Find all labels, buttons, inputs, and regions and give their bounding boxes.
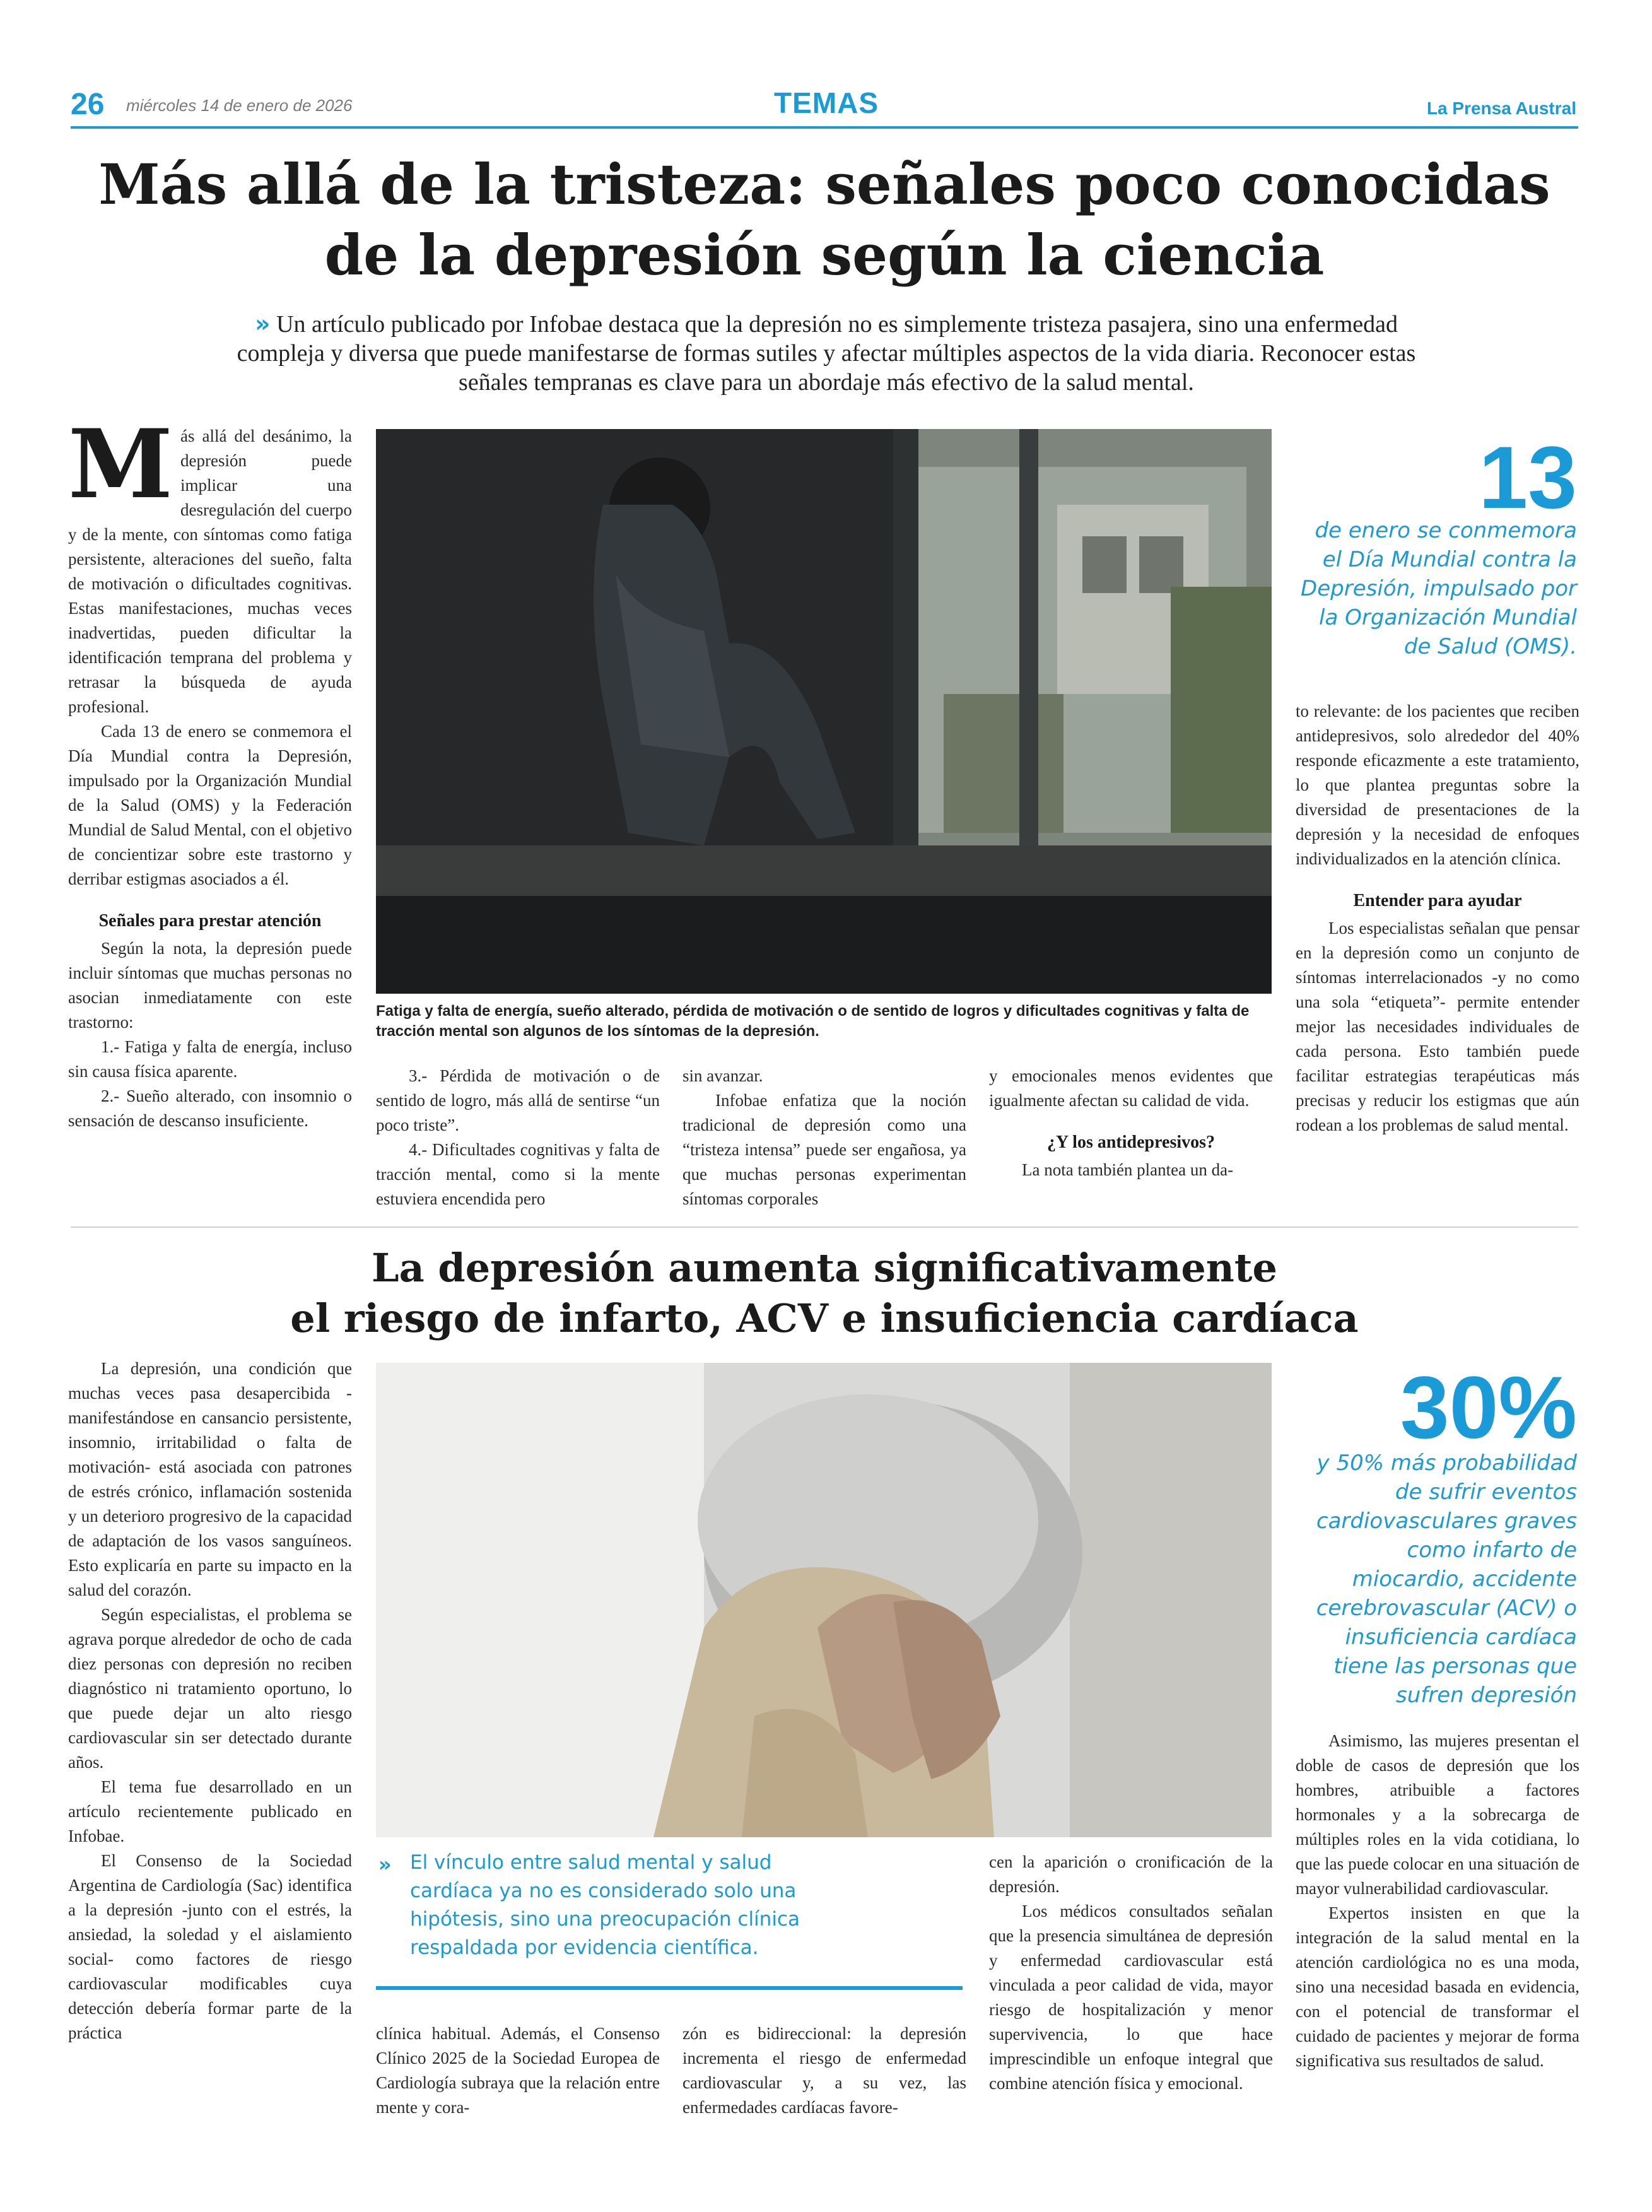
article2-headline-line2: el riesgo de infarto, ACV e insuficiencia cardíaca: [290, 1295, 1359, 1341]
article2-column-2: [376, 2021, 660, 2120]
stat-30: 30%: [1400, 1358, 1577, 1457]
article2-col4-p1: cen la aparición o cronificación de la depresión.: [989, 1852, 1273, 1896]
photo1-caption: Fatiga y falta de energía, sueño alterado, pérdida de motivación o de sentido de logros y dificultades cognitivas y falta de tracción mental son algunos de los síntomas de la depresión.: [376, 1003, 1250, 1040]
newspaper-brand: La Prensa Austral: [1426, 98, 1576, 118]
issue-date: miércoles 14 de enero de 2026: [126, 96, 353, 115]
article1-column-4: [989, 1064, 1273, 1182]
article1-col1-p2: Cada 13 de enero se conmemora el Día Mundial contra la Depresión, impulsado por la Organización Mundial de la Salud (OMS) y la Federación Mundial de Salud Mental, con el objetivo de concientizar sobre este trastorno y derribar estigmas asociados a él.: [68, 722, 352, 888]
article1-col5-p2: Los especialistas señalan que pensar en la depresión como un conjunto de síntomas interrelacionados -y no como una sola “etiqueta”- permite entender mejor las necesidades individuales de cada persona. Esto también puede facilitar estrategias terapéuticas más precisas y reducir los estigmas que aún rodean a los problemas de salud mental.: [1296, 919, 1579, 1134]
article1-col1-p3: Según la nota, la depresión puede incluir síntomas que muchas personas no asocian inmediatamente con este trastorno:: [68, 939, 352, 1032]
article1-col5-p1: to relevante: de los pacientes que reciben antidepresivos, solo alrededor del 40% responde eficazmente a este tratamiento, lo que plantea preguntas sobre la diversidad de presentaciones de la depresión y la necesidad de enfoques individualizados en la atención clínica.: [1296, 702, 1579, 868]
stat-13-text: de enero se conmemora el Día Mundial contra la Depresión, impulsado por la Organización Mundial de Salud (OMS).: [1301, 518, 1577, 659]
article1-col3-p1: sin avanzar.: [682, 1066, 763, 1085]
lead-arrow-icon: »: [255, 310, 271, 338]
section-title: TEMAS: [774, 86, 879, 119]
article1-col1-p1: ás allá del desánimo, la depresión puede implicar una desregulación del cuerpo y de la mente, con síntomas como fatiga persistente, alteraciones del sueño, falta de motivación o dificultades cognitivas. Estas manifestaciones, muchas veces inadvertidas, pueden dificultar la identificación temprana del problema y retrasar la búsqueda de ayuda profesional.: [68, 427, 352, 716]
photo-elderly-woman: [376, 1363, 1272, 1837]
article1-lead: [208, 309, 1444, 397]
article2-col1-p1: La depresión, una condición que muchas veces pasa desapercibida -manifestándose en cansancio persistente, insomnio, irritabilidad o falta de motivación- está asociada con patrones de estrés crónico, inflamación sostenida y un deterioro progresivo de la capacidad de adaptación de los vasos sanguíneos. Esto explicaría en parte su impacto en la salud del corazón.: [68, 1359, 352, 1599]
article1-col2-p2: 4.- Dificultades cognitivas y falta de tracción mental, como si la mente estuviera encendida pero: [376, 1140, 660, 1208]
subheading-entender: Entender para ayudar: [1353, 891, 1522, 910]
page-number: 26: [71, 88, 105, 121]
subheading-antidepresivos: ¿Y los antidepresivos?: [1046, 1132, 1216, 1152]
article2-col5-p1: Asimismo, las mujeres presentan el doble de casos de depresión que los hombres, atribuible a factores hormonales y a la sobrecarga de múltiples roles en la vida cotidiana, lo que las puede colocar en una situación de mayor vulnerabilidad cardiovascular.: [1296, 1731, 1579, 1898]
article2-column-1: [68, 1356, 352, 2045]
article2-col4-p2: Los médicos consultados señalan que la presencia simultánea de depresión y enfermedad cardiovascular está vinculada a peor calidad de vida, mayor riesgo de hospitalización y menor supervivencia, lo que hace imprescindible un enfoque integral que combine atención física y emocional.: [989, 1902, 1273, 2093]
drop-cap: M: [68, 409, 173, 520]
article1-col3-p2: Infobae enfatiza que la noción tradicional de depresión como una “tristeza intensa” puede ser engañosa, ya que muchas personas experimentan síntomas corporales: [682, 1091, 966, 1208]
article1-headline: [71, 149, 1578, 290]
article2-col1-p4: El Consenso de la Sociedad Argentina de Cardiología (Sac) identifica a la depresión -junto con el estrés, la ansiedad, la soledad y el aislamiento social- como factores de riesgo cardiovascular modificables cuya detección debería formar parte de la práctica: [68, 1851, 352, 2042]
article1-column-3: [682, 1064, 966, 1211]
article1-column-5: [1296, 699, 1579, 1138]
article1-column-2: [376, 1064, 660, 1211]
article2-col5-p2: Expertos insisten en que la integración de la salud mental en la atención cardiológica no es una moda, sino una necesidad basada en evidencia, con el potencial de transformar el cuidado de pacientes y mejorar de forma significativa sus resultados de salud.: [1296, 1903, 1579, 2070]
article-divider: [71, 1227, 1578, 1228]
article1-column-1: [68, 409, 352, 1133]
header-rule: [71, 126, 1578, 129]
quote-arrow-icon: »: [378, 1852, 392, 1876]
article1-headline-line2: de la depresión según la ciencia: [324, 222, 1325, 288]
article1-col1-p4: 1.- Fatiga y falta de energía, incluso sin causa física aparente.: [68, 1037, 352, 1081]
article2-col1-p3: El tema fue desarrollado en un artículo recientemente publicado en Infobae.: [68, 1777, 352, 1845]
article1-col2-p1: 3.- Pérdida de motivación o de sentido de logro, más allá de sentirse “un poco triste”.: [376, 1066, 660, 1134]
article2-column-5: [1296, 1729, 1579, 2073]
article2-headline: [71, 1243, 1578, 1344]
photo-elderly-woman-illustration: [376, 1363, 1272, 1837]
photo-woman-window: [376, 429, 1272, 994]
article2-column-4: [989, 1850, 1273, 2096]
article2-headline-line1: La depresión aumenta significativamente: [372, 1245, 1277, 1291]
article2-col3-p1: zón es bidireccional: la depresión incrementa el riesgo de enfermedad cardiovascular y, a su vez, las enfermedades cardíacas favore-: [682, 2024, 966, 2117]
stat-13: 13: [1479, 428, 1577, 527]
article1-col4-p1: y emocionales menos evidentes que igualmente afectan su calidad de vida.: [989, 1066, 1273, 1110]
article2-col2-p1: clínica habitual. Además, el Consenso Clínico 2025 de la Sociedad Europea de Cardiología subraya que la relación entre mente y cora-: [376, 2024, 660, 2117]
article2-col1-p2: Según especialistas, el problema se agrava porque alrededor de ocho de cada diez personas con depresión no reciben diagnóstico ni tratamiento oportuno, lo que puede dejar un alto riesgo cardiovascular sin ser detectado durante años.: [68, 1605, 352, 1772]
subheading-senales: Señales para prestar atención: [98, 911, 322, 931]
article1-headline-line1: Más allá de la tristeza: señales poco conocidas: [98, 151, 1550, 217]
article1-col1-p5: 2.- Sueño alterado, con insomnio o sensación de descanso insuficiente.: [68, 1086, 352, 1130]
article1-lead-text: Un artículo publicado por Infobae destaca que la depresión no es simplemente tristeza pasajera, sino una enfermedad compleja y diversa que puede manifestarse de formas sutiles y afectar múltiples aspectos de la vida diaria. Reconocer estas señales tempranas es clave para un abordaje más efectivo de la salud mental.: [237, 311, 1416, 396]
pull-quote-rule: [376, 1986, 963, 1990]
stat-30-text: y 50% más probabilidad de sufrir eventos cardiovasculares graves como infarto de miocardio, accidente cerebrovascular (ACV) o insuficiencia cardíaca tiene las personas que sufren depresión: [1316, 1450, 1577, 1708]
pull-quote: El vínculo entre salud mental y salud cardíaca ya no es considerado solo una hipótesis, sino una preocupación clínica respaldada por evidencia científica.: [410, 1851, 800, 1959]
article2-column-3: [682, 2021, 966, 2120]
photo-woman-window-illustration: [376, 429, 1272, 994]
article1-col4-p2: La nota también plantea un da-: [1022, 1160, 1234, 1179]
